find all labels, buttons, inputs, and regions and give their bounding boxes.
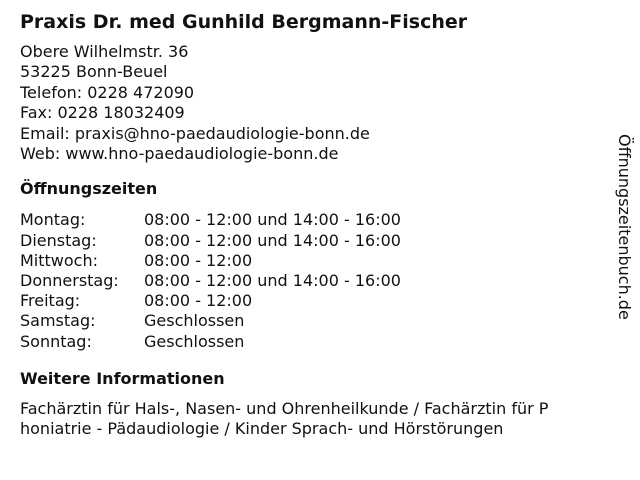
time-value: 08:00 - 12:00	[144, 291, 253, 311]
day-label: Dienstag:	[20, 230, 97, 250]
hours-row-thursday	[20, 271, 610, 291]
day-label: Sonntag:	[20, 331, 92, 351]
time-value: Geschlossen	[144, 331, 245, 351]
opening-hours-table	[20, 210, 610, 351]
email-address: Email: praxis@hno-paedaudiologie-bonn.de	[20, 123, 370, 143]
info-line: honiatrie - Pädaudiologie / Kinder Sprach- und Hörstörungen	[20, 419, 504, 439]
time-value: 08:00 - 12:00 und 14:00 - 16:00	[144, 210, 401, 230]
opening-hours-heading: Öffnungszeiten	[20, 179, 158, 199]
hours-row-sunday	[20, 332, 610, 352]
practice-title: Praxis Dr. med Gunhild Bergmann-Fischer	[20, 11, 468, 33]
fax-number: Fax: 0228 18032409	[20, 103, 185, 123]
hours-row-wednesday	[20, 251, 610, 271]
day-label: Samstag:	[20, 311, 96, 331]
hours-row-tuesday	[20, 231, 610, 251]
brand-watermark: Öffnungszeitenbuch.de	[615, 134, 634, 320]
day-label: Freitag:	[20, 291, 81, 311]
day-label: Donnerstag:	[20, 271, 119, 291]
hours-row-friday	[20, 291, 610, 311]
info-line: Fachärztin für Hals-, Nasen- und Ohrenheilkunde / Fachärztin für P	[20, 398, 549, 418]
further-info-heading: Weitere Informationen	[20, 368, 225, 388]
day-label: Montag:	[20, 210, 86, 230]
contact-block	[20, 42, 610, 164]
day-label: Mittwoch:	[20, 250, 98, 270]
time-value: Geschlossen	[144, 311, 245, 331]
hours-row-monday	[20, 210, 610, 230]
phone-number: Telefon: 0228 472090	[20, 82, 195, 102]
website-address: Web: www.hno-paedaudiologie-bonn.de	[20, 144, 339, 164]
address-city: 53225 Bonn-Beuel	[20, 62, 168, 82]
time-value: 08:00 - 12:00 und 14:00 - 16:00	[144, 230, 401, 250]
practice-card	[20, 10, 610, 439]
hours-row-saturday	[20, 311, 610, 331]
time-value: 08:00 - 12:00	[144, 250, 253, 270]
further-info-text	[20, 399, 600, 440]
address-street: Obere Wilhelmstr. 36	[20, 42, 189, 61]
time-value: 08:00 - 12:00 und 14:00 - 16:00	[144, 271, 401, 291]
